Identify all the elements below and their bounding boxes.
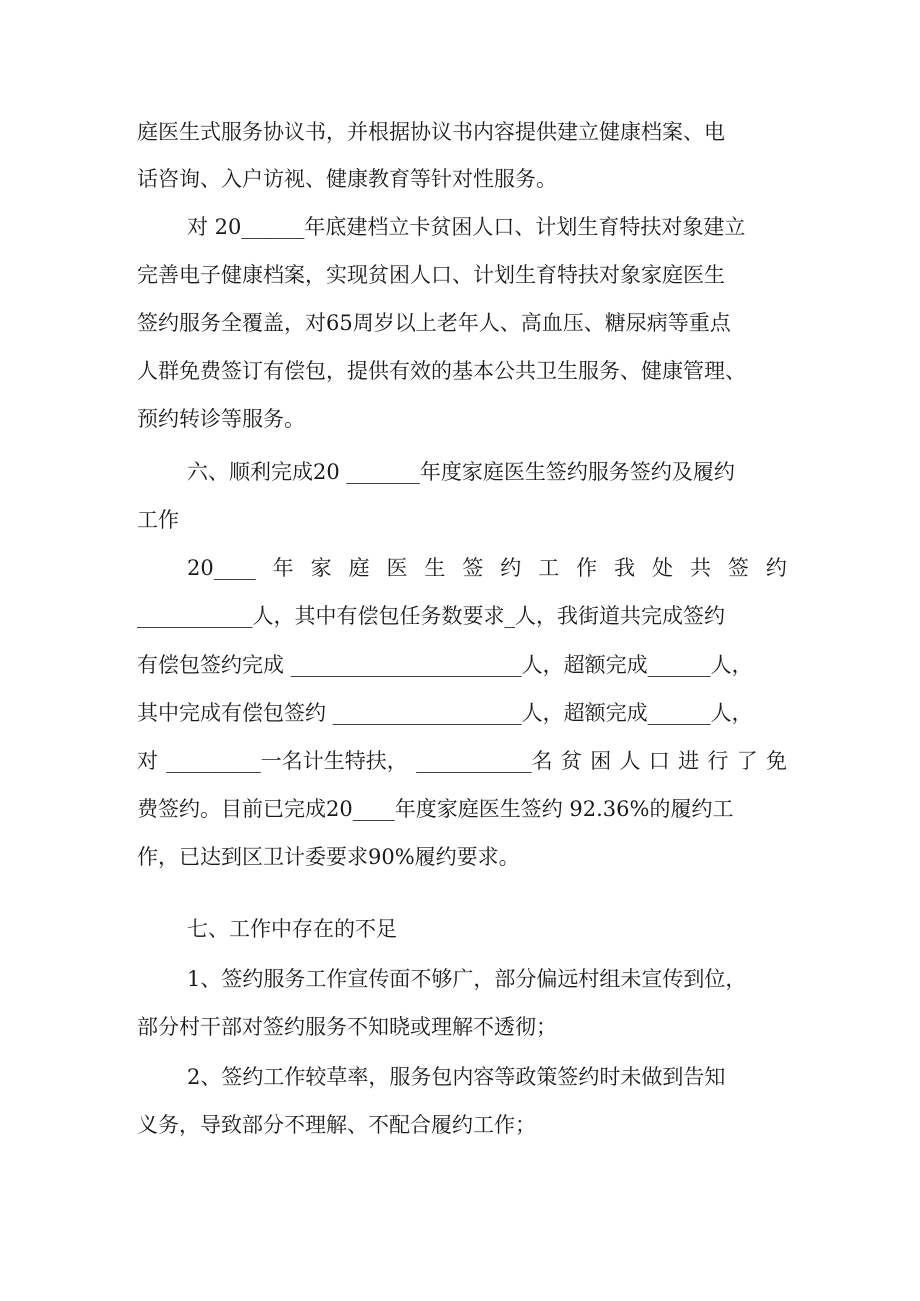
- list-item-2: 2、签约工作较草率，服务包内容等政策签约时未做到告知: [187, 1065, 726, 1089]
- paragraph-line: 签约服务全覆盖，对65周岁以上老年人、高血压、糖尿病等重点: [137, 311, 731, 335]
- spaced-token: 作: [576, 556, 598, 580]
- spaced-token: 了: [736, 749, 758, 773]
- spaced-token: 医: [386, 556, 408, 580]
- paragraph-line: 话咨询、入户访视、健康教育等针对性服务。: [137, 167, 557, 191]
- paragraph-line: 其中完成有偿包签约 __________________人，超额完成______人，: [137, 701, 753, 725]
- spaced-token: 生: [424, 556, 446, 580]
- paragraph-line: 作，已达到区卫计委要求90%履约要求。: [137, 845, 520, 869]
- spaced-token: 约: [500, 556, 522, 580]
- list-item-2-cont: 义务，导致部分不理解、不配合履约工作；: [137, 1113, 536, 1137]
- spaced-token: 人: [619, 749, 641, 773]
- spaced-token: 困: [590, 749, 612, 773]
- paragraph-line: 完善电子健康档案，实现贫困人口、计划生育特扶对象家庭医生: [137, 263, 725, 287]
- spaced-token: 庭: [348, 556, 370, 580]
- spaced-token: 家: [310, 556, 332, 580]
- spaced-token: 口: [648, 749, 670, 773]
- spaced-token: 20____: [187, 556, 256, 580]
- paragraph-line: 有偿包签约完成 ______________________人，超额完成______人，: [137, 653, 753, 677]
- spaced-token: 工: [538, 556, 560, 580]
- list-item-1-cont: 部分村干部对签约服务不知晓或理解不透彻；: [137, 1015, 557, 1039]
- list-item-1: 1、签约服务工作宣传面不够广，部分偏远村组未宣传到位，: [187, 967, 747, 991]
- spaced-line-signing-total: [187, 553, 787, 583]
- spaced-token: 行: [707, 749, 729, 773]
- spaced-token: 处: [652, 556, 674, 580]
- spaced-token: 贫: [560, 749, 582, 773]
- spaced-token: 签: [727, 556, 749, 580]
- spaced-token: ___________名: [416, 749, 553, 773]
- spaced-token: 约: [765, 556, 787, 580]
- spaced-token: _________一名计生特扶，: [166, 749, 408, 773]
- spaced-token: 免: [765, 749, 787, 773]
- spaced-token: 共: [689, 556, 711, 580]
- section-heading-seven: 七、工作中存在的不足: [187, 917, 397, 941]
- spaced-token: 年: [272, 556, 294, 580]
- paragraph-line: 对 20______年底建档立卡贫困人口、计划生育特扶对象建立: [187, 215, 746, 239]
- paragraph-line: 费签约。目前已完成20____年度家庭医生签约 92.36%的履约工: [137, 797, 734, 821]
- paragraph-line: 庭医生式服务协议书，并根据协议书内容提供建立健康档案、电: [137, 120, 725, 144]
- spaced-token: 我: [614, 556, 636, 580]
- spaced-line-poverty-signing: [137, 746, 787, 776]
- spaced-token: 签: [462, 556, 484, 580]
- spaced-token: 对: [137, 749, 158, 773]
- section-heading-six-cont: 工作: [137, 508, 179, 532]
- paragraph-line: 人群免费签订有偿包，提供有效的基本公共卫生服务、健康管理、: [137, 359, 746, 383]
- section-heading-six: 六、顺利完成20 _______年度家庭医生签约服务签约及履约: [187, 460, 735, 484]
- paragraph-line: 预约转诊等服务。: [137, 407, 305, 431]
- paragraph-line: ___________人，其中有偿包任务数要求_人，我街道共完成签约: [137, 604, 725, 628]
- spaced-token: 进: [678, 749, 700, 773]
